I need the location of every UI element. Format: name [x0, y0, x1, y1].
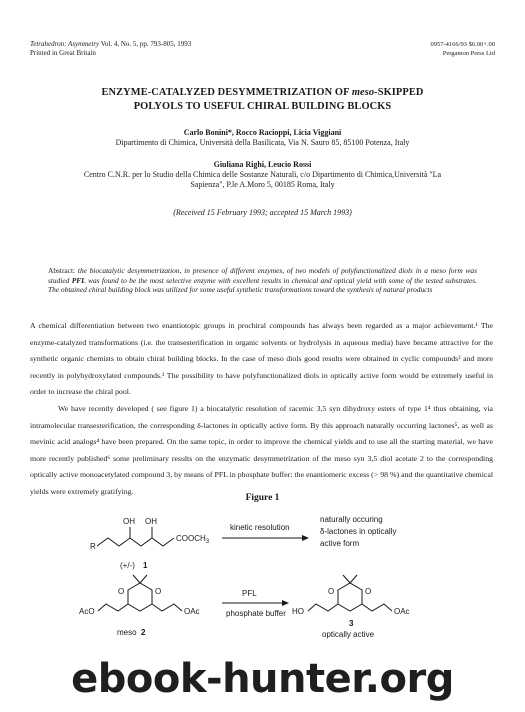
title-line-2: POLYOLS TO USEFUL CHIRAL BUILDING BLOCKS	[133, 101, 392, 112]
title-part: -SKIPPED	[374, 87, 424, 98]
reaction-scheme	[0, 500, 525, 660]
abstract-label: Abstract:	[48, 266, 76, 275]
oh-label: OH	[145, 517, 157, 526]
author-affiliation: Centro C.N.R. per lo Studio della Chimica delle Sostanze Naturali, c/o Dipartimento di Chimica,Università "La	[83, 170, 442, 179]
racemic-label: (+/-)	[120, 561, 135, 570]
abstract-pfl: PFL	[71, 275, 86, 285]
abstract-text: the biocatalytic desymmetrization, in presence of different enzymes, of two models of polyfunctionalized diols in a meso form was studied	[48, 266, 477, 285]
oh-label: OH	[123, 517, 135, 526]
arrow-head	[282, 600, 289, 606]
printed-in: Printed in Great Britain	[30, 49, 96, 57]
oac-label: OAc	[184, 607, 200, 616]
author-affiliation: Dipartimento di Chimica, Università della Basilicata, Via N. Sauro 85, 85100 Potenza, Italy	[115, 138, 410, 147]
compound-3-structure	[308, 575, 392, 611]
r-group-label: R	[90, 542, 96, 551]
author-affiliation: Sapienza", P.le A.Moro 5, 00185 Roma, Italy	[190, 180, 335, 189]
author-names: Carlo Bonini*, Rocco Racioppi, Licia Viggiani	[183, 128, 342, 137]
compound-2-number: 2	[141, 628, 146, 637]
meso-label: meso	[117, 628, 137, 637]
paragraph-1: A chemical differentiation between two enantiotopic groups in prochiral compounds has always been regarded as a major achievement.¹ The enzyme-catalyzed transformations (i.e. the transesterification in organic solvents or hydrolysis in aqueous media) have became attractive for the synthetic organic chemists to obtain chiral building blocks. In the case of meso diols good results were obtained in cyclic compounds² and more recently in polyhydroxylated compounds.³ The possibility to have polyfunctionalized diols in optically active form would be extremely useful in order to increase the chiral pool.	[30, 321, 493, 397]
title-part: ENZYME-CATALYZED DESYMMETRIZATION OF	[101, 87, 352, 98]
arrow-2-bottom-label: phosphate buffer	[226, 609, 286, 618]
watermark: ebook-hunter.org	[71, 656, 454, 702]
title-meso: meso	[351, 87, 375, 98]
paper-title	[30, 86, 495, 114]
ring-oxygen: O	[328, 587, 335, 596]
compound-2-structure	[98, 575, 182, 611]
product-2-label: optically active	[322, 630, 375, 639]
oac-label: OAc	[394, 607, 410, 616]
arrow-1-label: kinetic resolution	[230, 523, 290, 532]
cooch3-label: $COOCH_3$	[176, 534, 210, 545]
publisher-header	[430, 40, 495, 58]
abstract-text: was found to be the most selective enzyme with excellent results in chemical and optical yield with some of the tested substrates. The obtained chiral building block was utilized for some useful synthetic transformations toward the synthesis of natural products	[48, 275, 477, 295]
product-1-line-1: naturally occuring	[320, 515, 383, 524]
product-1-line-2: δ-lactones in optically	[320, 527, 397, 536]
aco-label: AcO	[79, 607, 95, 616]
journal-name: Tetrahedron: Asymmetry	[30, 40, 100, 48]
figure-title: Figure 1	[245, 493, 280, 503]
author-group-2	[30, 160, 495, 190]
ho-label: HO	[292, 607, 304, 616]
ring-oxygen: O	[155, 587, 162, 596]
journal-citation: Vol. 4, No. 5, pp. 793-805, 1993	[99, 40, 192, 48]
ring-oxygen: O	[365, 587, 372, 596]
compound-1-number: 1	[143, 561, 148, 570]
author-names: Giuliana Righi, Leucio Rossi	[213, 160, 312, 169]
compound-3-number: 3	[349, 619, 354, 628]
arrow-2-top-label: PFL	[242, 589, 257, 598]
journal-header	[30, 40, 191, 58]
paragraph-2: We have recently developed ( see figure 1) a biocatalytic resolution of racemic 3,5 syn dihydroxy esters of type 1⁴ thus obtaining, via intramolecular transesterification, the corresponding δ-lactones in optically active form. By this approach naturally occurring lactones⁵, as well as mevinic acid analogs⁴ have been prepared. On the same topic, in order to improve the chemical yields and to use all the starting material, we have more recently published⁶ some preliminary results on the enzymatic desymmetrization of the meso syn 3,5 diol acetate 2 to the corresponding optically active monoacetylated compound 3, by means of PFL in phosphate buffer: the enantiomeric excess (> 98 %) and the quantitative chemical yields were extremely gratifying.	[30, 404, 493, 496]
author-group-1	[30, 128, 495, 148]
publisher: Pergamon Press Ltd	[442, 50, 495, 57]
product-1-line-3: active form	[320, 539, 360, 548]
abstract	[48, 266, 477, 295]
ring-oxygen: O	[118, 587, 125, 596]
issn-price: 0957-4166/93 $6.00+.00	[430, 41, 495, 48]
compound-1-structure	[97, 527, 174, 546]
received-dates: (Received 15 February 1993; accepted 15 March 1993)	[173, 208, 352, 217]
arrow-head	[302, 535, 309, 541]
